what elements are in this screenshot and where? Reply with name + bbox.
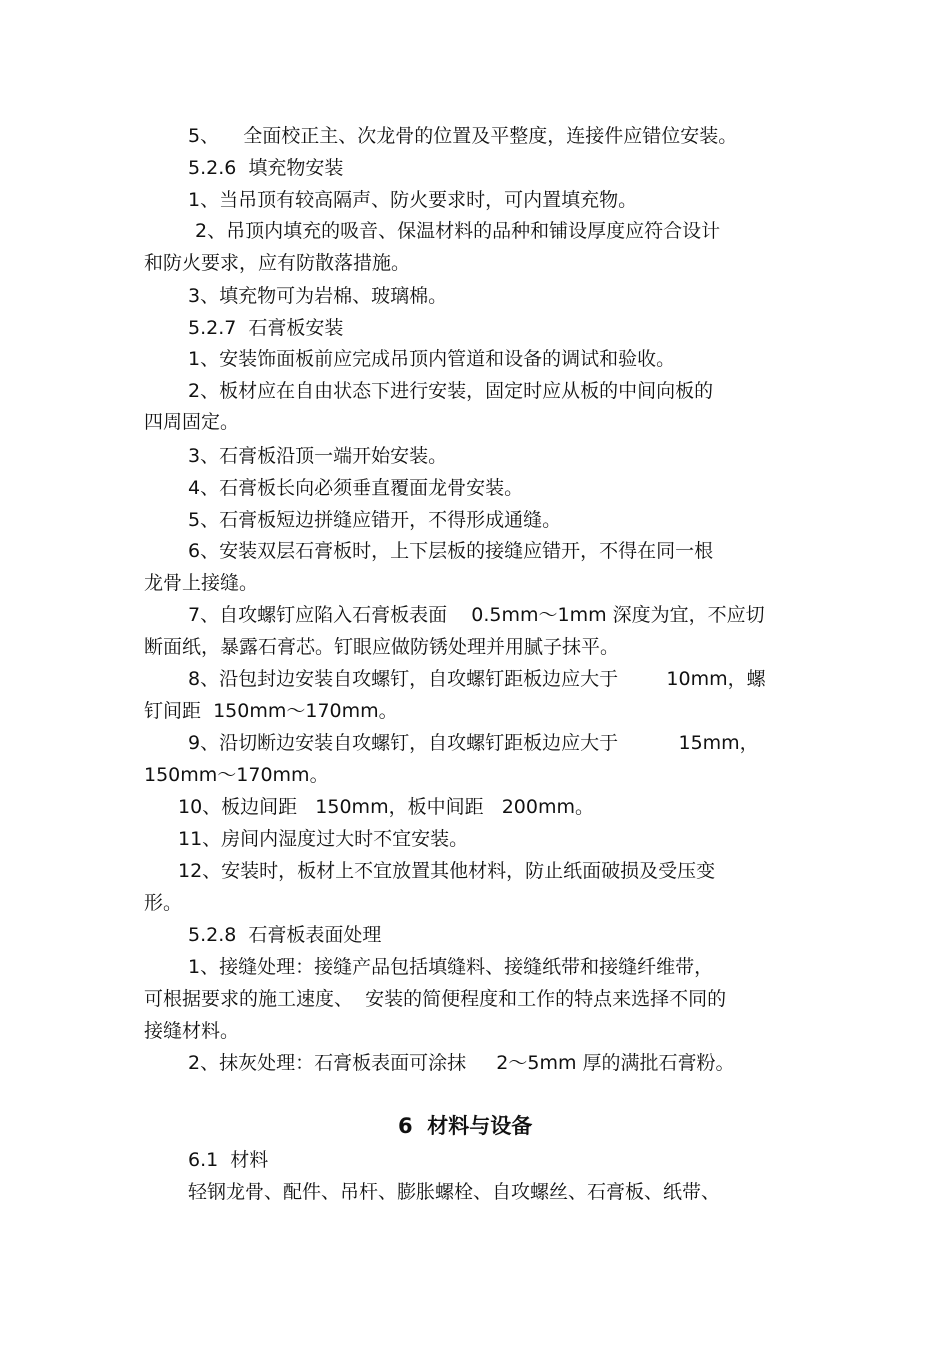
board-item-5: 5、石膏板短边拼缝应错开，不得形成通缝。 <box>188 509 562 531</box>
board-item-8-line-1: 8、沿包封边安装自攻螺钉，自攻螺钉距板边应大于 10mm，螺 <box>188 668 766 690</box>
board-item-7-line-2: 断面纸，暴露石膏芯。钉眼应做防锈处理并用腻子抹平。 <box>144 636 620 658</box>
board-item-1: 1、安装饰面板前应完成吊顶内管道和设备的调试和验收。 <box>188 348 676 370</box>
board-item-2-line-1: 2、板材应在自由状态下进行安装，固定时应从板的中间向板的 <box>188 380 714 402</box>
section-6-1-heading: 6.1 材料 <box>188 1149 269 1171</box>
surface-item-1-line-3: 接缝材料。 <box>144 1020 240 1042</box>
surface-item-1-line-1: 1、接缝处理：接缝产品包括填缝料、接缝纸带和接缝纤维带， <box>188 956 714 978</box>
filler-item-1: 1、当吊顶有较高隔声、防火要求时，可内置填充物。 <box>188 189 638 211</box>
filler-item-2-line-1: 2、吊顶内填充的吸音、保温材料的品种和铺设厚度应符合设计 <box>195 220 721 242</box>
board-item-12-line-2: 形。 <box>144 892 183 914</box>
board-item-12-line-1: 12、安装时，板材上不宜放置其他材料，防止纸面破损及受压变 <box>178 860 716 882</box>
board-item-4: 4、石膏板长向必须垂直覆面龙骨安装。 <box>188 477 524 499</box>
board-item-8-line-2: 钉间距 150mm～170mm。 <box>144 700 398 722</box>
filler-item-3: 3、填充物可为岩棉、玻璃棉。 <box>188 285 448 307</box>
chapter-6-heading: 6 材料与设备 <box>398 1114 533 1138</box>
board-item-9-line-2: 150mm～170mm。 <box>144 764 329 786</box>
surface-item-2: 2、抹灰处理：石膏板表面可涂抹 2～5mm 厚的满批石膏粉。 <box>188 1052 735 1074</box>
board-item-6-line-2: 龙骨上接缝。 <box>144 572 259 594</box>
board-item-11: 11、房间内湿度过大时不宜安装。 <box>178 828 469 850</box>
materials-list: 轻钢龙骨、配件、吊杆、膨胀螺栓、自攻螺丝、石膏板、纸带、 <box>188 1181 721 1203</box>
board-item-9-line-1: 9、沿切断边安装自攻螺钉，自攻螺钉距板边应大于 15mm， <box>188 732 759 754</box>
section-5-2-8-heading: 5.2.8 石膏板表面处理 <box>188 924 382 946</box>
section-5-2-6-heading: 5.2.6 填充物安装 <box>188 157 344 179</box>
filler-item-2-line-2: 和防火要求，应有防散落措施。 <box>144 252 411 274</box>
board-item-7-line-1: 7、自攻螺钉应陷入石膏板表面 0.5mm～1mm 深度为宜，不应切 <box>188 604 765 626</box>
board-item-10: 10、板边间距 150mm，板中间距 200mm。 <box>178 796 594 818</box>
board-item-6-line-1: 6、安装双层石膏板时，上下层板的接缝应错开，不得在同一根 <box>188 540 714 562</box>
board-item-3: 3、石膏板沿顶一端开始安装。 <box>188 445 448 467</box>
surface-item-1-line-2: 可根据要求的施工速度、 安装的简便程度和工作的特点来选择不同的 <box>144 988 727 1010</box>
item-5-correct-keel: 5、 全面校正主、次龙骨的位置及平整度，连接件应错位安装。 <box>188 125 738 147</box>
section-5-2-7-heading: 5.2.7 石膏板安装 <box>188 317 344 339</box>
board-item-2-line-2: 四周固定。 <box>144 411 240 433</box>
